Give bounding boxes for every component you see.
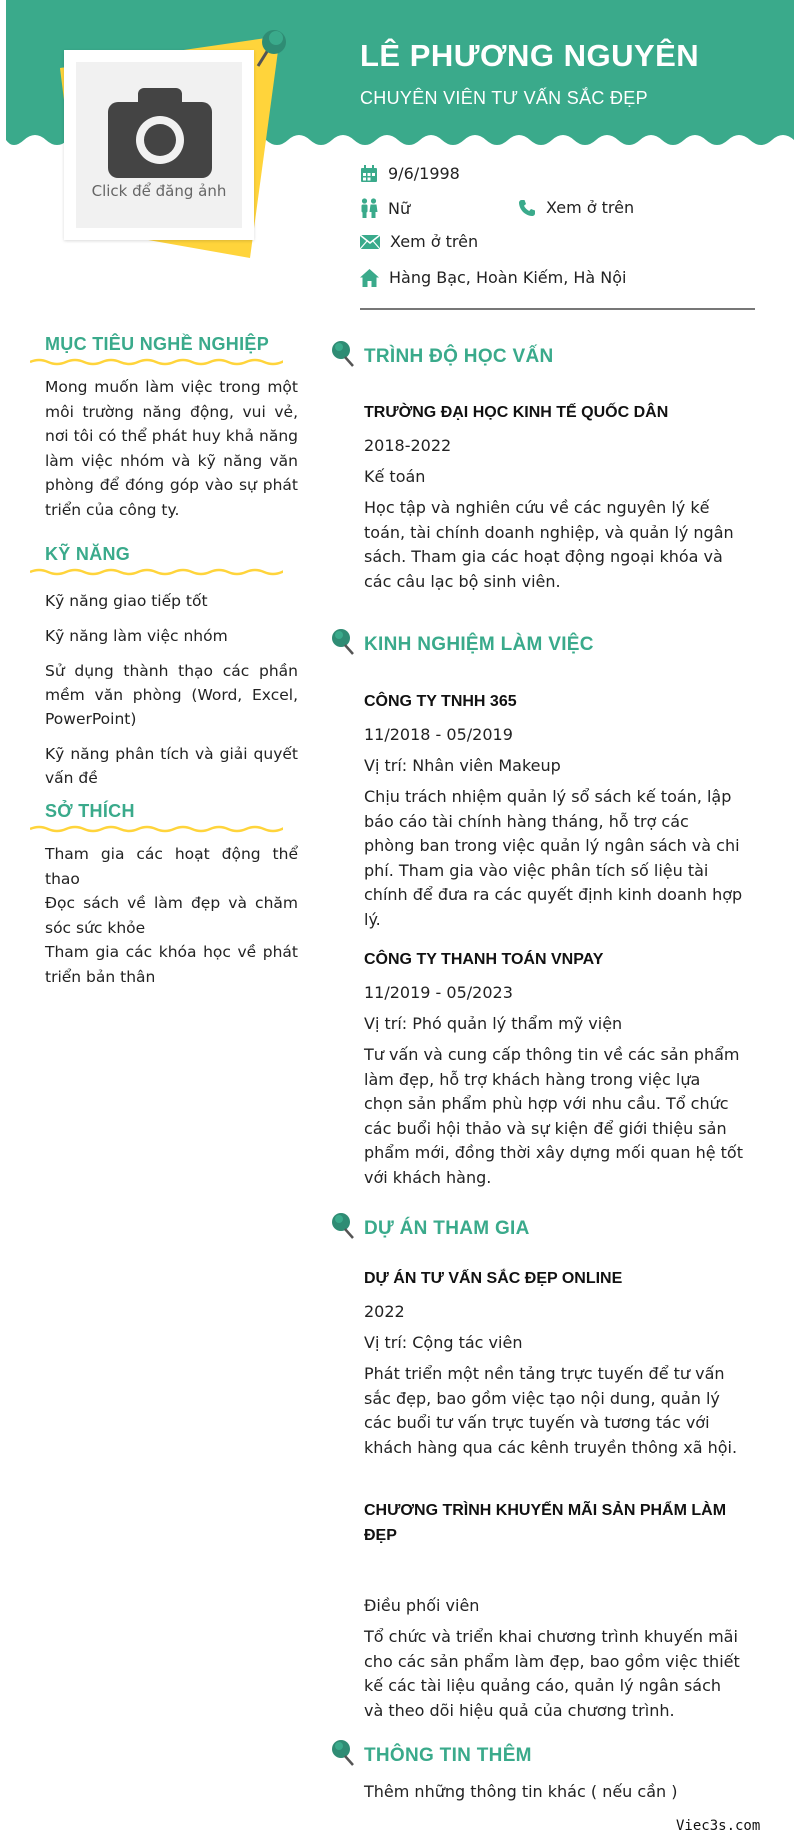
projects-heading: DỰ ÁN THAM GIA — [364, 1218, 530, 1239]
experience-section — [330, 634, 750, 662]
gender-row — [360, 198, 410, 218]
experience-heading: KINH NGHIỆM LÀM VIỆC — [364, 634, 594, 655]
hobby-item: Tham gia các khóa học về phát triển bản thân — [45, 943, 298, 986]
additional-heading: THÔNG TIN THÊM — [364, 1745, 532, 1766]
job-period: 11/2019 - 05/2023 — [364, 983, 513, 1002]
skill-item: Kỹ năng làm việc nhóm — [45, 627, 228, 645]
candidate-title: CHUYÊN VIÊN TƯ VẤN SẮC ĐẸP — [360, 88, 648, 108]
objective-section — [45, 334, 298, 522]
wave-divider — [30, 567, 283, 577]
additional-section — [330, 1745, 750, 1773]
skill-item: Kỹ năng phân tích và giải quyết vấn đề — [45, 745, 298, 787]
email-row — [360, 232, 478, 251]
project-entry — [364, 1270, 744, 1460]
job-position: Vị trí: Phó quản lý thẩm mỹ viện — [364, 1014, 623, 1033]
skill-item: Sử dụng thành thạo các phần mềm văn phòng (Word, Excel, PowerPoint) — [45, 662, 298, 728]
additional-text: Thêm những thông tin khác ( nếu cần ) — [364, 1782, 678, 1801]
camera-icon — [108, 88, 212, 178]
job-description: Tư vấn và cung cấp thông tin về các sản phẩm làm đẹp, hỗ trợ khách hàng trong việc lựa chọn sản phẩm phù hợp với nhu cầu. Tổ chức các buổi hội thảo và sự kiện để giới thiệu sản phẩm mới, đồng thời xây dựng mối quan hệ tốt với khách hàng. — [364, 1045, 743, 1187]
contact-divider — [360, 308, 755, 310]
hobby-item: Đọc sách về làm đẹp và chăm sóc sức khỏe — [45, 894, 298, 937]
job-entry — [364, 951, 744, 1190]
school-name: TRƯỜNG ĐẠI HỌC KINH TẾ QUỐC DÂN — [364, 404, 669, 421]
additional-entry — [364, 1782, 744, 1801]
job-description: Chịu trách nhiệm quản lý sổ sách kế toán, lập báo cáo tài chính hàng tháng, hỗ trợ các phòng ban trong việc quản lý ngân sách và chi phí. Tham gia vào việc phân tích số liệu tài chính để đưa ra các quyết định kinh doanh hợp lý. — [364, 787, 743, 929]
birthdate-row — [360, 164, 460, 183]
pushpin-icon — [330, 340, 356, 370]
photo-upload-label: Click để đăng ảnh — [91, 182, 227, 200]
email-value[interactable]: Xem ở trên — [390, 232, 479, 251]
pushpin-icon — [330, 1212, 356, 1242]
job-position: Vị trí: Nhân viên Makeup — [364, 756, 561, 775]
project-role: Điều phối viên — [364, 1596, 480, 1615]
project-period: 2022 — [364, 1302, 405, 1321]
birthdate-value: 9/6/1998 — [388, 164, 460, 183]
photo-placeholder[interactable] — [76, 62, 242, 228]
address-row — [360, 268, 626, 287]
job-entry — [364, 693, 744, 932]
company-name: CÔNG TY TNHH 365 — [364, 693, 517, 710]
envelope-icon — [360, 234, 380, 250]
pushpin-icon — [330, 1739, 356, 1769]
footer-brand: Viec3s.com — [676, 1818, 761, 1834]
pushpin-icon — [330, 628, 356, 658]
project-description: Tổ chức và triển khai chương trình khuyến mãi cho các sản phẩm làm đẹp, bao gồm việc thiết kế các tài liệu quảng cáo, quản lý ngân sách và theo dõi hiệu quả của chương trình. — [364, 1627, 740, 1720]
pushpin-icon — [248, 24, 290, 70]
project-name: DỰ ÁN TƯ VẤN SẮC ĐẸP ONLINE — [364, 1270, 623, 1287]
objective-heading: MỤC TIÊU NGHỀ NGHIỆP — [45, 334, 270, 354]
education-major: Kế toán — [364, 467, 426, 486]
company-name: CÔNG TY THANH TOÁN VNPAY — [364, 951, 604, 968]
wave-divider — [30, 824, 283, 834]
project-position: Vị trí: Cộng tác viên — [364, 1333, 523, 1352]
address-value: Hàng Bạc, Hoàn Kiếm, Hà Nội — [389, 268, 627, 287]
home-icon — [360, 269, 379, 287]
left-column — [45, 334, 298, 989]
skills-heading: KỸ NĂNG — [45, 544, 131, 564]
skill-item: Kỹ năng giao tiếp tốt — [45, 592, 208, 610]
education-section — [330, 346, 750, 374]
wave-divider — [30, 357, 283, 367]
objective-text: Mong muốn làm việc trong một môi trường năng động, vui vẻ, nơi tôi có thể phát huy khả năng làm việc nhóm và kỹ năng văn phòng để đóng góp vào sự phát triển của công ty. — [45, 378, 298, 519]
project-entry — [364, 1498, 744, 1723]
education-period: 2018-2022 — [364, 436, 452, 455]
education-description: Học tập và nghiên cứu về các nguyên lý kế toán, tài chính doanh nghiệp, và quản lý ngân sách. Tham gia các hoạt động ngoại khóa và các câu lạc bộ sinh viên. — [364, 498, 734, 591]
phone-value[interactable]: Xem ở trên — [546, 198, 635, 217]
photo-frame — [64, 50, 254, 240]
calendar-icon — [360, 165, 378, 183]
phone-row — [518, 198, 634, 217]
education-heading: TRÌNH ĐỘ HỌC VẤN — [364, 346, 554, 367]
gender-icon — [360, 198, 378, 218]
hobby-item: Tham gia các hoạt động thể thao — [45, 845, 298, 888]
hobbies-heading: SỞ THÍCH — [45, 801, 135, 821]
phone-icon — [518, 199, 536, 217]
project-description: Phát triển một nền tảng trực tuyến để tư vấn sắc đẹp, bao gồm việc tạo nội dung, quản lý các buổi tư vấn trực tuyến và tương tác với khách hàng qua các kênh truyền thông xã hội. — [364, 1364, 738, 1457]
job-period: 11/2018 - 05/2019 — [364, 725, 513, 744]
education-entry — [364, 404, 744, 594]
skills-section — [45, 544, 298, 790]
hobbies-section — [45, 801, 298, 989]
projects-section — [330, 1218, 750, 1246]
project-name: CHƯƠNG TRÌNH KHUYẾN MÃI SẢN PHẨM LÀM ĐẸP — [364, 1502, 727, 1544]
gender-value: Nữ — [388, 198, 411, 218]
candidate-name: LÊ PHƯƠNG NGUYÊN — [360, 38, 700, 73]
